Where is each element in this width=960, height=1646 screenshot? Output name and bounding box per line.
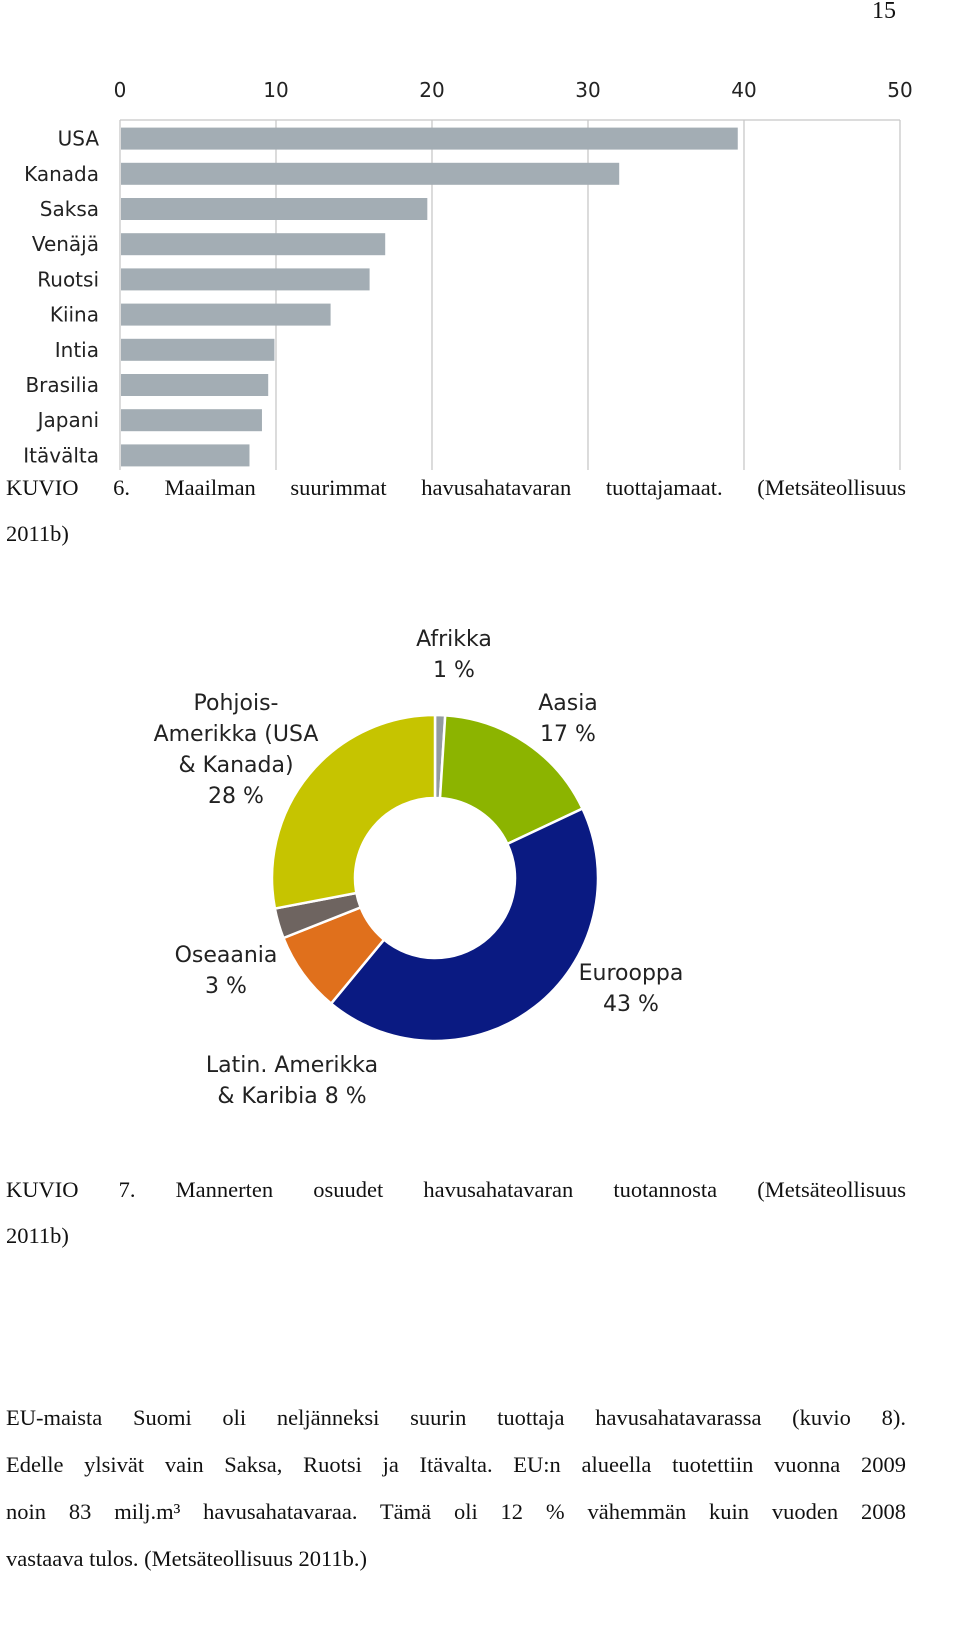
bar [121, 339, 274, 361]
slice-label: Afrikka 1 % [416, 627, 492, 683]
body-line: noin 83 milj.m³ havusahatavaraa. Tämä oli 12 % vähemmän kuin vuoden 2008 [6, 1499, 906, 1524]
category-label: Saksa [39, 197, 99, 221]
category-label: USA [57, 126, 99, 151]
x-tick-label: 50 [887, 78, 913, 102]
bar [121, 444, 249, 466]
category-label: Kanada [24, 161, 99, 186]
figure6-caption-line2: 2011b) [6, 521, 69, 546]
slice-label: Oseaania 3 % [174, 943, 278, 999]
bar [121, 198, 427, 220]
slice-label: Eurooppa 43 % [578, 961, 684, 1017]
figure7-caption-line1: KUVIO 7. Mannerten osuudet havusahatavaran tuotannosta (Metsäteollisuus [6, 1177, 906, 1202]
body-paragraph [6, 1394, 906, 1582]
bar [121, 409, 262, 431]
body-line: Edelle ylsivät vain Saksa, Ruotsi ja Itävalta. EU:n alueella tuotettiin vuonna 2009 [6, 1452, 906, 1477]
x-tick-label: 30 [575, 78, 601, 102]
figure6-caption-line1: KUVIO 6. Maailman suurimmat havusahatavaran tuottajamaat. (Metsäteollisuus [6, 475, 906, 500]
x-tick-label: 40 [731, 78, 757, 102]
x-tick-label: 20 [419, 78, 445, 102]
slice-label: Latin. Amerikka & Karibia 8 % [205, 1053, 379, 1109]
figure7-caption-line2: 2011b) [6, 1223, 69, 1248]
figure7-caption [6, 1167, 906, 1259]
bar [121, 268, 370, 290]
category-label: Brasilia [25, 373, 99, 397]
category-label: Japani [37, 408, 99, 433]
bar [121, 128, 738, 150]
category-label: Intia [54, 337, 99, 362]
slice-label: Pohjois-Amerikka (USA & Kanada) 28 % [153, 691, 319, 809]
bar [121, 304, 331, 326]
bar [121, 374, 268, 396]
body-line: EU-maista Suomi oli neljänneksi suurin tuottaja havusahatavarassa (kuvio 8). [6, 1405, 906, 1430]
body-line: vastaava tulos. (Metsäteollisuus 2011b.) [6, 1546, 367, 1571]
category-label: Itävälta [23, 443, 99, 468]
bar [121, 233, 385, 255]
slice-label: Aasia 17 % [538, 691, 598, 747]
figure6-caption [6, 465, 906, 557]
donut-chart [0, 600, 960, 1120]
category-label: Ruotsi [37, 267, 99, 292]
page-number: 15 [872, 0, 896, 24]
x-tick-label: 10 [263, 78, 289, 102]
x-tick-label: 0 [113, 78, 127, 102]
bar [121, 163, 619, 185]
category-label: Venäjä [31, 232, 99, 257]
bar-chart [0, 0, 960, 480]
category-label: Kiina [49, 302, 99, 327]
